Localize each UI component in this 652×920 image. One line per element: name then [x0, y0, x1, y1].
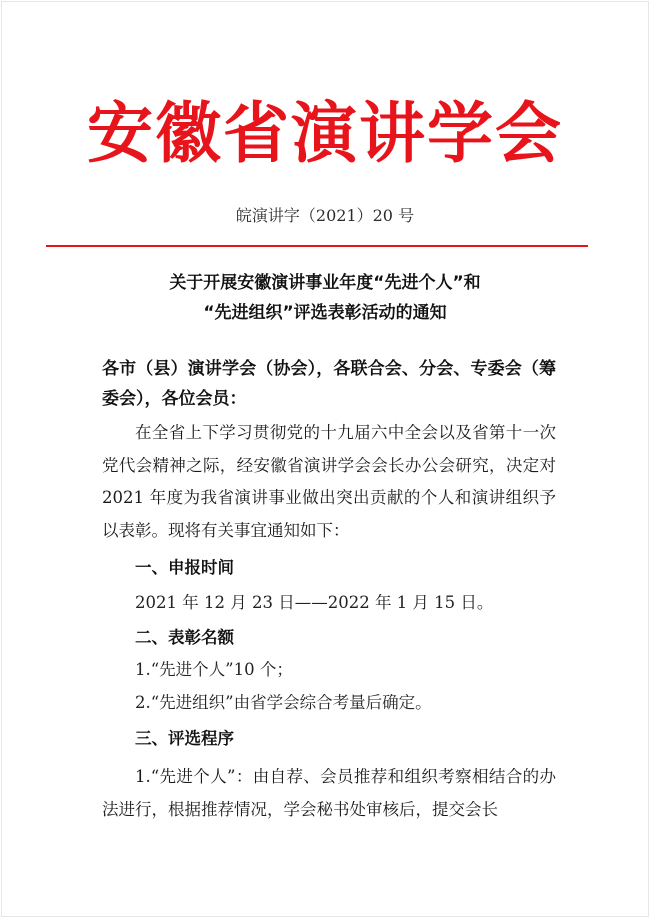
section-3-heading: 三、评选程序 [135, 729, 234, 748]
notice-title [2, 268, 648, 328]
section-2-item-1: 1.“先进个人”10 个； [135, 660, 293, 679]
masthead-title: 安徽省演讲学会 [87, 94, 563, 172]
document-number: 皖演讲字（2021）20 号 [235, 206, 415, 225]
notice-title-line-2: “先进组织”评选表彰活动的通知 [203, 303, 447, 323]
document-page [1, 1, 649, 917]
section-2-item-2: 2.“先进组织”由省学会综合考量后确定。 [135, 693, 432, 712]
red-divider-rule [46, 245, 588, 247]
section-1-text: 2021 年 12 月 23 日——2022 年 1 月 15 日。 [135, 593, 494, 612]
section-3-item-1: 1.“先进个人”：由自荐、会员推荐和组织考察相结合的办法进行，根据推荐情况，学会秘书处审核后，提交会长 [102, 767, 556, 819]
section-1-heading: 一、申报时间 [135, 558, 234, 577]
section-2-heading: 二、表彰名额 [135, 628, 234, 647]
addressee: 各市（县）演讲学会（协会），各联合会、分会、专委会（筹委会），各位会员： [102, 359, 556, 409]
notice-title-line-1: 关于开展安徽演讲事业年度“先进个人”和 [169, 273, 481, 293]
intro-paragraph: 在全省上下学习贯彻党的十九届六中全会以及省第十一次党代会精神之际，经安徽省演讲学会会长办公会研究，决定对 2021 年度为我省演讲事业做出突出贡献的个人和演讲组织予以表彰。现将有关事宜通知如下： [102, 423, 556, 540]
